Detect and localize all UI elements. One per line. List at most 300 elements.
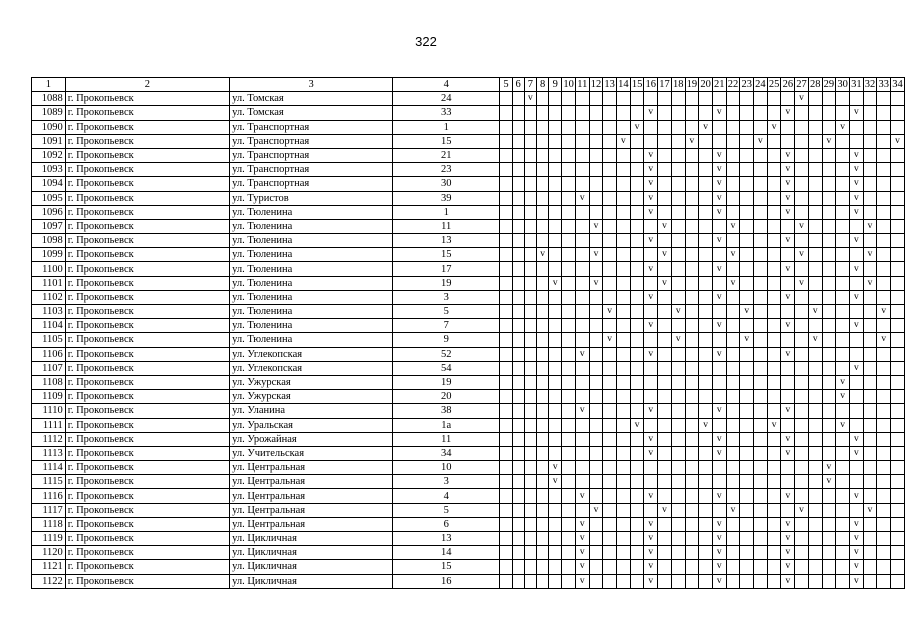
empty-mark-cell: [524, 446, 536, 460]
row-id: 1099: [32, 248, 66, 262]
empty-mark-cell: [795, 418, 809, 432]
empty-mark-cell: [617, 148, 631, 162]
check-mark: v: [863, 503, 877, 517]
empty-mark-cell: [562, 418, 576, 432]
empty-mark-cell: [500, 177, 512, 191]
empty-mark-cell: [536, 361, 548, 375]
empty-mark-cell: [699, 234, 713, 248]
empty-mark-cell: [726, 106, 740, 120]
empty-mark-cell: [603, 574, 617, 588]
empty-mark-cell: [536, 461, 548, 475]
check-mark: v: [781, 148, 795, 162]
empty-mark-cell: [500, 290, 512, 304]
empty-mark-cell: [754, 163, 768, 177]
table-row: [32, 219, 905, 233]
empty-mark-cell: [630, 517, 644, 531]
empty-mark-cell: [512, 390, 524, 404]
empty-mark-cell: [630, 191, 644, 205]
empty-mark-cell: [575, 248, 589, 262]
row-city: г. Прокопьевск: [65, 234, 229, 248]
empty-mark-cell: [524, 262, 536, 276]
check-mark: v: [644, 290, 658, 304]
empty-mark-cell: [726, 333, 740, 347]
empty-mark-cell: [808, 248, 822, 262]
empty-mark-cell: [671, 205, 685, 219]
empty-mark-cell: [822, 92, 836, 106]
empty-mark-cell: [644, 333, 658, 347]
empty-mark-cell: [524, 532, 536, 546]
check-mark: v: [740, 333, 754, 347]
empty-mark-cell: [562, 305, 576, 319]
empty-mark-cell: [849, 404, 863, 418]
check-mark: v: [549, 276, 562, 290]
empty-mark-cell: [671, 120, 685, 134]
empty-mark-cell: [562, 375, 576, 389]
empty-mark-cell: [575, 234, 589, 248]
check-mark: v: [781, 560, 795, 574]
column-header-19: 19: [686, 79, 698, 91]
empty-mark-cell: [524, 390, 536, 404]
empty-mark-cell: [524, 432, 536, 446]
empty-mark-cell: [740, 262, 754, 276]
empty-mark-cell: [589, 347, 603, 361]
empty-mark-cell: [617, 517, 631, 531]
address-register-table: [31, 77, 905, 589]
empty-mark-cell: [575, 475, 589, 489]
empty-mark-cell: [740, 148, 754, 162]
empty-mark-cell: [603, 234, 617, 248]
empty-mark-cell: [575, 503, 589, 517]
empty-mark-cell: [549, 375, 562, 389]
row-city: г. Прокопьевск: [65, 532, 229, 546]
check-mark: v: [781, 347, 795, 361]
empty-mark-cell: [589, 489, 603, 503]
column-header-34: 34: [892, 79, 903, 91]
empty-mark-cell: [536, 446, 548, 460]
empty-mark-cell: [781, 333, 795, 347]
check-mark: v: [781, 574, 795, 588]
empty-mark-cell: [617, 560, 631, 574]
table-row: [32, 262, 905, 276]
empty-mark-cell: [795, 262, 809, 276]
table-row: [32, 205, 905, 219]
row-street: ул. Транспортная: [230, 120, 393, 134]
row-id: 1114: [32, 461, 66, 475]
empty-mark-cell: [754, 390, 768, 404]
row-house-number: 14: [393, 546, 500, 560]
check-mark: v: [712, 234, 726, 248]
empty-mark-cell: [524, 574, 536, 588]
check-mark: v: [781, 290, 795, 304]
row-id: 1108: [32, 375, 66, 389]
row-id: 1098: [32, 234, 66, 248]
column-header-15: 15: [631, 79, 643, 91]
empty-mark-cell: [562, 546, 576, 560]
empty-mark-cell: [658, 177, 672, 191]
check-mark: v: [671, 333, 685, 347]
empty-mark-cell: [808, 546, 822, 560]
column-header-7: 7: [524, 78, 536, 92]
empty-mark-cell: [767, 532, 781, 546]
row-id: 1110: [32, 404, 66, 418]
empty-mark-cell: [712, 375, 726, 389]
check-mark: v: [822, 475, 836, 489]
row-id: 1115: [32, 475, 66, 489]
empty-mark-cell: [712, 475, 726, 489]
empty-mark-cell: [617, 546, 631, 560]
column-header-33: 33: [878, 79, 889, 91]
row-city: г. Прокопьевск: [65, 106, 229, 120]
empty-mark-cell: [617, 106, 631, 120]
empty-mark-cell: [617, 262, 631, 276]
empty-mark-cell: [658, 461, 672, 475]
empty-mark-cell: [617, 404, 631, 418]
empty-mark-cell: [781, 361, 795, 375]
empty-mark-cell: [822, 262, 836, 276]
empty-mark-cell: [524, 276, 536, 290]
empty-mark-cell: [536, 163, 548, 177]
empty-mark-cell: [644, 134, 658, 148]
empty-mark-cell: [822, 390, 836, 404]
empty-mark-cell: [589, 475, 603, 489]
empty-mark-cell: [671, 234, 685, 248]
empty-mark-cell: [562, 177, 576, 191]
empty-mark-cell: [589, 390, 603, 404]
empty-mark-cell: [795, 574, 809, 588]
empty-mark-cell: [740, 177, 754, 191]
page-number: 322: [415, 34, 437, 49]
check-mark: v: [644, 574, 658, 588]
empty-mark-cell: [836, 574, 850, 588]
empty-mark-cell: [617, 290, 631, 304]
empty-mark-cell: [589, 461, 603, 475]
empty-mark-cell: [685, 177, 699, 191]
row-city: г. Прокопьевск: [65, 503, 229, 517]
check-mark: v: [617, 134, 631, 148]
check-mark: v: [644, 347, 658, 361]
check-mark: v: [712, 432, 726, 446]
empty-mark-cell: [562, 191, 576, 205]
empty-mark-cell: [754, 361, 768, 375]
empty-mark-cell: [836, 92, 850, 106]
empty-mark-cell: [500, 375, 512, 389]
check-mark: v: [589, 503, 603, 517]
check-mark: v: [644, 446, 658, 460]
empty-mark-cell: [536, 234, 548, 248]
empty-mark-cell: [658, 319, 672, 333]
empty-mark-cell: [589, 290, 603, 304]
empty-mark-cell: [536, 517, 548, 531]
empty-mark-cell: [671, 517, 685, 531]
check-mark: v: [644, 432, 658, 446]
row-street: ул. Урожайная: [230, 432, 393, 446]
empty-mark-cell: [726, 163, 740, 177]
empty-mark-cell: [603, 390, 617, 404]
empty-mark-cell: [795, 163, 809, 177]
check-mark: v: [589, 219, 603, 233]
row-house-number: 9: [393, 333, 500, 347]
empty-mark-cell: [512, 262, 524, 276]
empty-mark-cell: [500, 333, 512, 347]
empty-mark-cell: [512, 375, 524, 389]
empty-mark-cell: [575, 418, 589, 432]
empty-mark-cell: [877, 390, 891, 404]
empty-mark-cell: [891, 446, 905, 460]
empty-mark-cell: [754, 517, 768, 531]
empty-mark-cell: [740, 446, 754, 460]
empty-mark-cell: [822, 319, 836, 333]
check-mark: v: [712, 262, 726, 276]
empty-mark-cell: [500, 546, 512, 560]
check-mark: v: [836, 375, 850, 389]
row-house-number: 3: [393, 475, 500, 489]
empty-mark-cell: [658, 234, 672, 248]
empty-mark-cell: [808, 432, 822, 446]
empty-mark-cell: [603, 276, 617, 290]
empty-mark-cell: [891, 475, 905, 489]
empty-mark-cell: [630, 546, 644, 560]
table-row: [32, 390, 905, 404]
check-mark: v: [795, 92, 809, 106]
empty-mark-cell: [630, 248, 644, 262]
empty-mark-cell: [524, 219, 536, 233]
column-header-24: 24: [755, 79, 766, 91]
empty-mark-cell: [617, 361, 631, 375]
empty-mark-cell: [685, 276, 699, 290]
empty-mark-cell: [603, 290, 617, 304]
row-house-number: 54: [393, 361, 500, 375]
check-mark: v: [849, 290, 863, 304]
empty-mark-cell: [726, 475, 740, 489]
empty-mark-cell: [562, 390, 576, 404]
empty-mark-cell: [795, 532, 809, 546]
empty-mark-cell: [524, 503, 536, 517]
empty-mark-cell: [877, 163, 891, 177]
empty-mark-cell: [891, 489, 905, 503]
empty-mark-cell: [891, 219, 905, 233]
row-street: ул. Тюленина: [230, 219, 393, 233]
empty-mark-cell: [767, 106, 781, 120]
check-mark: v: [822, 461, 836, 475]
empty-mark-cell: [808, 205, 822, 219]
check-mark: v: [781, 404, 795, 418]
empty-mark-cell: [795, 106, 809, 120]
empty-mark-cell: [524, 234, 536, 248]
empty-mark-cell: [500, 276, 512, 290]
empty-mark-cell: [795, 319, 809, 333]
empty-mark-cell: [500, 163, 512, 177]
empty-mark-cell: [808, 276, 822, 290]
row-id: 1103: [32, 305, 66, 319]
empty-mark-cell: [795, 205, 809, 219]
check-mark: v: [712, 532, 726, 546]
empty-mark-cell: [754, 375, 768, 389]
empty-mark-cell: [863, 489, 877, 503]
empty-mark-cell: [699, 319, 713, 333]
empty-mark-cell: [589, 205, 603, 219]
empty-mark-cell: [877, 319, 891, 333]
row-city: г. Прокопьевск: [65, 446, 229, 460]
empty-mark-cell: [603, 375, 617, 389]
empty-mark-cell: [822, 517, 836, 531]
empty-mark-cell: [891, 375, 905, 389]
empty-mark-cell: [671, 560, 685, 574]
empty-mark-cell: [562, 432, 576, 446]
empty-mark-cell: [726, 560, 740, 574]
empty-mark-cell: [877, 489, 891, 503]
empty-mark-cell: [685, 461, 699, 475]
empty-mark-cell: [781, 219, 795, 233]
empty-mark-cell: [754, 333, 768, 347]
empty-mark-cell: [849, 248, 863, 262]
empty-mark-cell: [822, 404, 836, 418]
empty-mark-cell: [754, 234, 768, 248]
empty-mark-cell: [536, 319, 548, 333]
check-mark: v: [849, 177, 863, 191]
row-house-number: 30: [393, 177, 500, 191]
empty-mark-cell: [699, 404, 713, 418]
empty-mark-cell: [877, 248, 891, 262]
empty-mark-cell: [726, 262, 740, 276]
row-house-number: 19: [393, 276, 500, 290]
empty-mark-cell: [500, 219, 512, 233]
empty-mark-cell: [575, 319, 589, 333]
empty-mark-cell: [524, 106, 536, 120]
empty-mark-cell: [562, 248, 576, 262]
empty-mark-cell: [822, 305, 836, 319]
empty-mark-cell: [512, 503, 524, 517]
empty-mark-cell: [589, 148, 603, 162]
empty-mark-cell: [512, 361, 524, 375]
empty-mark-cell: [808, 418, 822, 432]
empty-mark-cell: [726, 432, 740, 446]
empty-mark-cell: [712, 390, 726, 404]
empty-mark-cell: [767, 574, 781, 588]
empty-mark-cell: [712, 92, 726, 106]
table-row: [32, 503, 905, 517]
empty-mark-cell: [575, 163, 589, 177]
empty-mark-cell: [740, 404, 754, 418]
empty-mark-cell: [617, 92, 631, 106]
check-mark: v: [575, 574, 589, 588]
empty-mark-cell: [589, 446, 603, 460]
empty-mark-cell: [536, 205, 548, 219]
empty-mark-cell: [575, 92, 589, 106]
empty-mark-cell: [891, 191, 905, 205]
empty-mark-cell: [712, 120, 726, 134]
empty-mark-cell: [891, 319, 905, 333]
empty-mark-cell: [767, 191, 781, 205]
empty-mark-cell: [536, 404, 548, 418]
check-mark: v: [781, 106, 795, 120]
empty-mark-cell: [562, 106, 576, 120]
table-row: [32, 475, 905, 489]
empty-mark-cell: [740, 219, 754, 233]
empty-mark-cell: [685, 319, 699, 333]
empty-mark-cell: [671, 106, 685, 120]
empty-mark-cell: [849, 418, 863, 432]
row-id: 1097: [32, 219, 66, 233]
empty-mark-cell: [836, 517, 850, 531]
empty-mark-cell: [726, 361, 740, 375]
empty-mark-cell: [699, 163, 713, 177]
check-mark: v: [726, 248, 740, 262]
row-house-number: 52: [393, 347, 500, 361]
empty-mark-cell: [877, 574, 891, 588]
check-mark: v: [712, 163, 726, 177]
check-mark: v: [781, 163, 795, 177]
row-id: 1100: [32, 262, 66, 276]
empty-mark-cell: [795, 305, 809, 319]
empty-mark-cell: [685, 517, 699, 531]
check-mark: v: [658, 503, 672, 517]
column-number-header-row: [32, 78, 905, 92]
empty-mark-cell: [500, 319, 512, 333]
empty-mark-cell: [849, 276, 863, 290]
empty-mark-cell: [754, 219, 768, 233]
empty-mark-cell: [726, 574, 740, 588]
empty-mark-cell: [575, 375, 589, 389]
empty-mark-cell: [603, 120, 617, 134]
row-house-number: 4: [393, 489, 500, 503]
empty-mark-cell: [630, 319, 644, 333]
empty-mark-cell: [726, 234, 740, 248]
empty-mark-cell: [658, 375, 672, 389]
empty-mark-cell: [549, 517, 562, 531]
empty-mark-cell: [512, 276, 524, 290]
row-house-number: 15: [393, 560, 500, 574]
empty-mark-cell: [549, 234, 562, 248]
empty-mark-cell: [795, 560, 809, 574]
empty-mark-cell: [699, 475, 713, 489]
empty-mark-cell: [754, 574, 768, 588]
empty-mark-cell: [891, 92, 905, 106]
check-mark: v: [644, 404, 658, 418]
empty-mark-cell: [877, 532, 891, 546]
empty-mark-cell: [562, 276, 576, 290]
empty-mark-cell: [767, 290, 781, 304]
empty-mark-cell: [562, 574, 576, 588]
empty-mark-cell: [575, 106, 589, 120]
empty-mark-cell: [891, 574, 905, 588]
empty-mark-cell: [671, 134, 685, 148]
empty-mark-cell: [512, 404, 524, 418]
empty-mark-cell: [863, 546, 877, 560]
empty-mark-cell: [575, 262, 589, 276]
empty-mark-cell: [536, 120, 548, 134]
column-header-2: 2: [65, 78, 229, 92]
empty-mark-cell: [849, 92, 863, 106]
empty-mark-cell: [603, 546, 617, 560]
empty-mark-cell: [795, 333, 809, 347]
check-mark: v: [575, 191, 589, 205]
empty-mark-cell: [524, 191, 536, 205]
empty-mark-cell: [767, 560, 781, 574]
empty-mark-cell: [781, 276, 795, 290]
row-id: 1101: [32, 276, 66, 290]
empty-mark-cell: [767, 219, 781, 233]
empty-mark-cell: [658, 134, 672, 148]
check-mark: v: [603, 333, 617, 347]
empty-mark-cell: [549, 574, 562, 588]
row-id: 1095: [32, 191, 66, 205]
empty-mark-cell: [699, 375, 713, 389]
empty-mark-cell: [808, 347, 822, 361]
check-mark: v: [849, 262, 863, 276]
row-street: ул. Тюленина: [230, 290, 393, 304]
empty-mark-cell: [863, 134, 877, 148]
check-mark: v: [575, 560, 589, 574]
